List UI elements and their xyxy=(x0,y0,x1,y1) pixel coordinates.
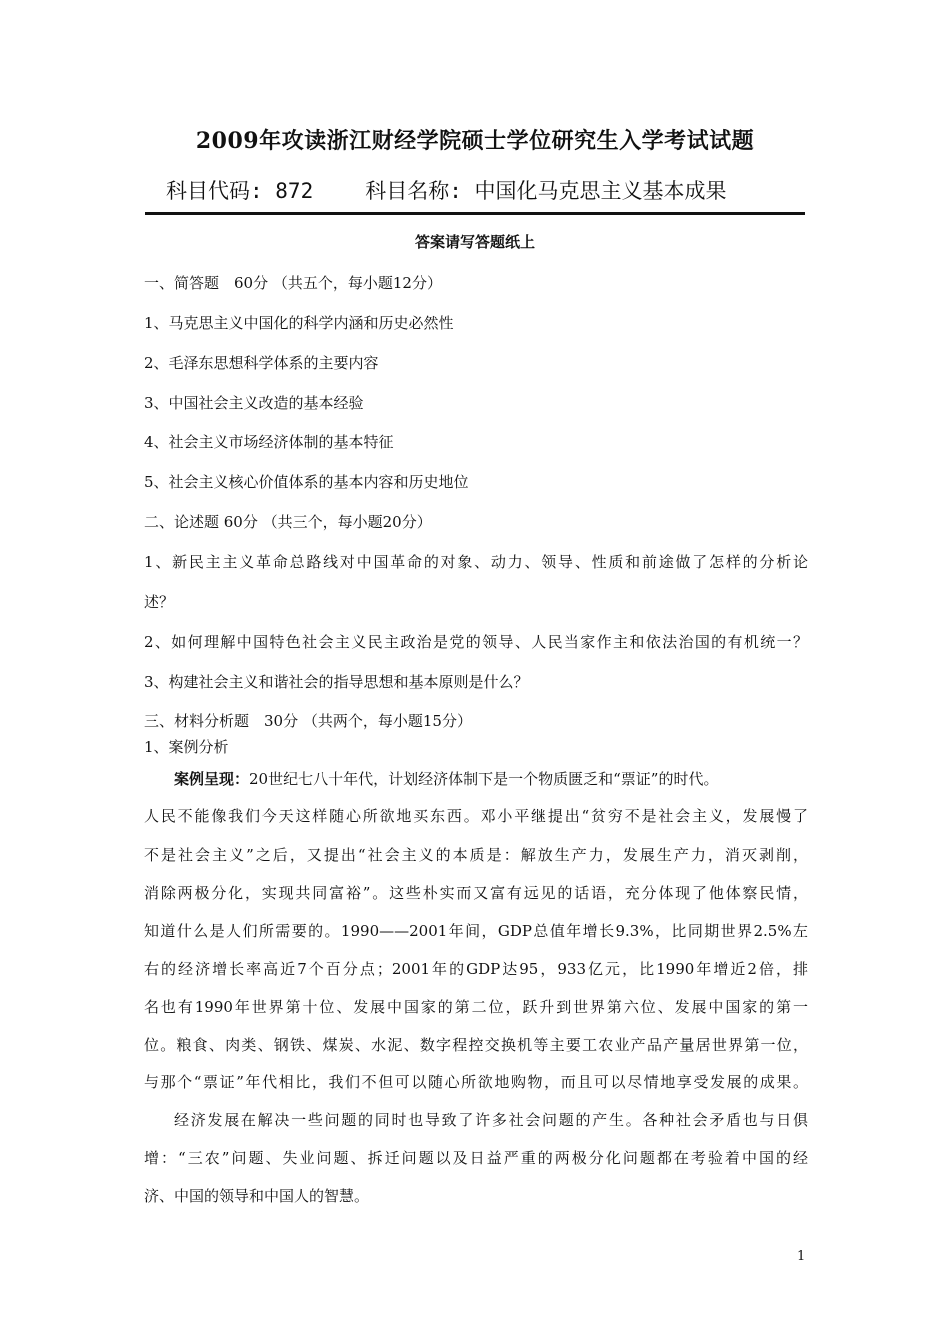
question-2-2: 2、如何理解中国特色社会主义民主政治是党的领导、人民当家作主和依法治国的有机统一？ xyxy=(144,633,808,651)
question-2-1-line1: 1、新民主主义革命总路线对中国革命的对象、动力、领导、性质和前途做了怎样的分析论 xyxy=(144,553,808,571)
case-paragraph-1-line-8: 位。粮食、肉类、钢铁、煤炭、水泥、数字程控交换机等主要工农业产品产量居世界第一位， xyxy=(144,1036,808,1054)
answer-note: 答案请写答题纸上 xyxy=(414,233,535,251)
question-1-5: 5、社会主义核心价值体系的基本内容和历史地位 xyxy=(144,473,469,491)
subject-name: 科目名称: 中国化马克思主义基本成果 xyxy=(365,179,727,203)
section2-heading: 二、论述题 60分 （共三个，每小题20分） xyxy=(144,513,432,531)
case-title: 1、案例分析 xyxy=(144,738,229,756)
page-number: 1 xyxy=(797,1249,806,1264)
case-paragraph-1-line-1: 案例呈现：20世纪七八十年代，计划经济体制下是一个物质匮乏和“票证”的时代。 xyxy=(174,770,719,788)
case-paragraph-2-line-1: 经济发展在解决一些问题的同时也导致了许多社会问题的产生。各种社会矛盾也与日俱 xyxy=(174,1111,808,1129)
case-paragraph-1-line-6: 右的经济增长率高近7个百分点；2001年的GDP达95，933亿元，比1990年增近2倍，排 xyxy=(144,960,808,978)
question-2-3: 3、构建社会主义和谐社会的指导思想和基本原则是什么？ xyxy=(144,673,529,691)
question-1-1: 1、马克思主义中国化的科学内涵和历史必然性 xyxy=(144,314,454,332)
case-paragraph-1-line-2: 人民不能像我们今天这样随心所欲地买东西。邓小平继提出“贫穷不是社会主义，发展慢了 xyxy=(144,807,808,825)
subject-line xyxy=(166,175,727,205)
section1-heading: 一、简答题 60分 （共五个，每小题12分） xyxy=(144,274,442,292)
case-paragraph-1-line-3: 不是社会主义”之后，又提出“社会主义的本质是：解放生产力，发展生产力，消灭剥削， xyxy=(144,846,808,864)
case-paragraph-1-line-9: 与那个“票证”年代相比，我们不但可以随心所欲地购物，而且可以尽情地享受发展的成果。 xyxy=(144,1073,808,1091)
case-label: 案例呈现： xyxy=(174,770,250,788)
case-paragraph-1-line-4: 消除两极分化，实现共同富裕”。这些朴实而又富有远见的话语，充分体现了他体察民情， xyxy=(144,884,808,902)
header-divider xyxy=(145,212,805,215)
section3-heading: 三、材料分析题 30分 （共两个，每小题15分） xyxy=(144,712,472,730)
question-1-2: 2、毛泽东思想科学体系的主要内容 xyxy=(144,354,379,372)
case-paragraph-2-line-3: 济、中国的领导和中国人的智慧。 xyxy=(144,1187,370,1205)
subject-code: 科目代码: 872 xyxy=(166,179,314,203)
question-2-1-line2: 述？ xyxy=(144,593,175,611)
case-paragraph-1-line-5: 知道什么是人们所需要的。1990——2001年间，GDP总值年增长9.3%，比同期世界2.5%左 xyxy=(144,922,808,940)
question-1-3: 3、中国社会主义改造的基本经验 xyxy=(144,394,364,412)
question-1-4: 4、社会主义市场经济体制的基本特征 xyxy=(144,433,394,451)
case-paragraph-2-line-2: 增：“三农”问题、失业问题、拆迁问题以及日益严重的两极分化问题都在考验着中国的经 xyxy=(144,1149,808,1167)
case-paragraph-1-line-7: 名也有1990年世界第十位、发展中国家的第二位，跃升到世界第六位、发展中国家的第一 xyxy=(144,998,808,1016)
exam-title: 2009年攻读浙江财经学院硕士学位研究生入学考试试题 xyxy=(195,128,755,154)
